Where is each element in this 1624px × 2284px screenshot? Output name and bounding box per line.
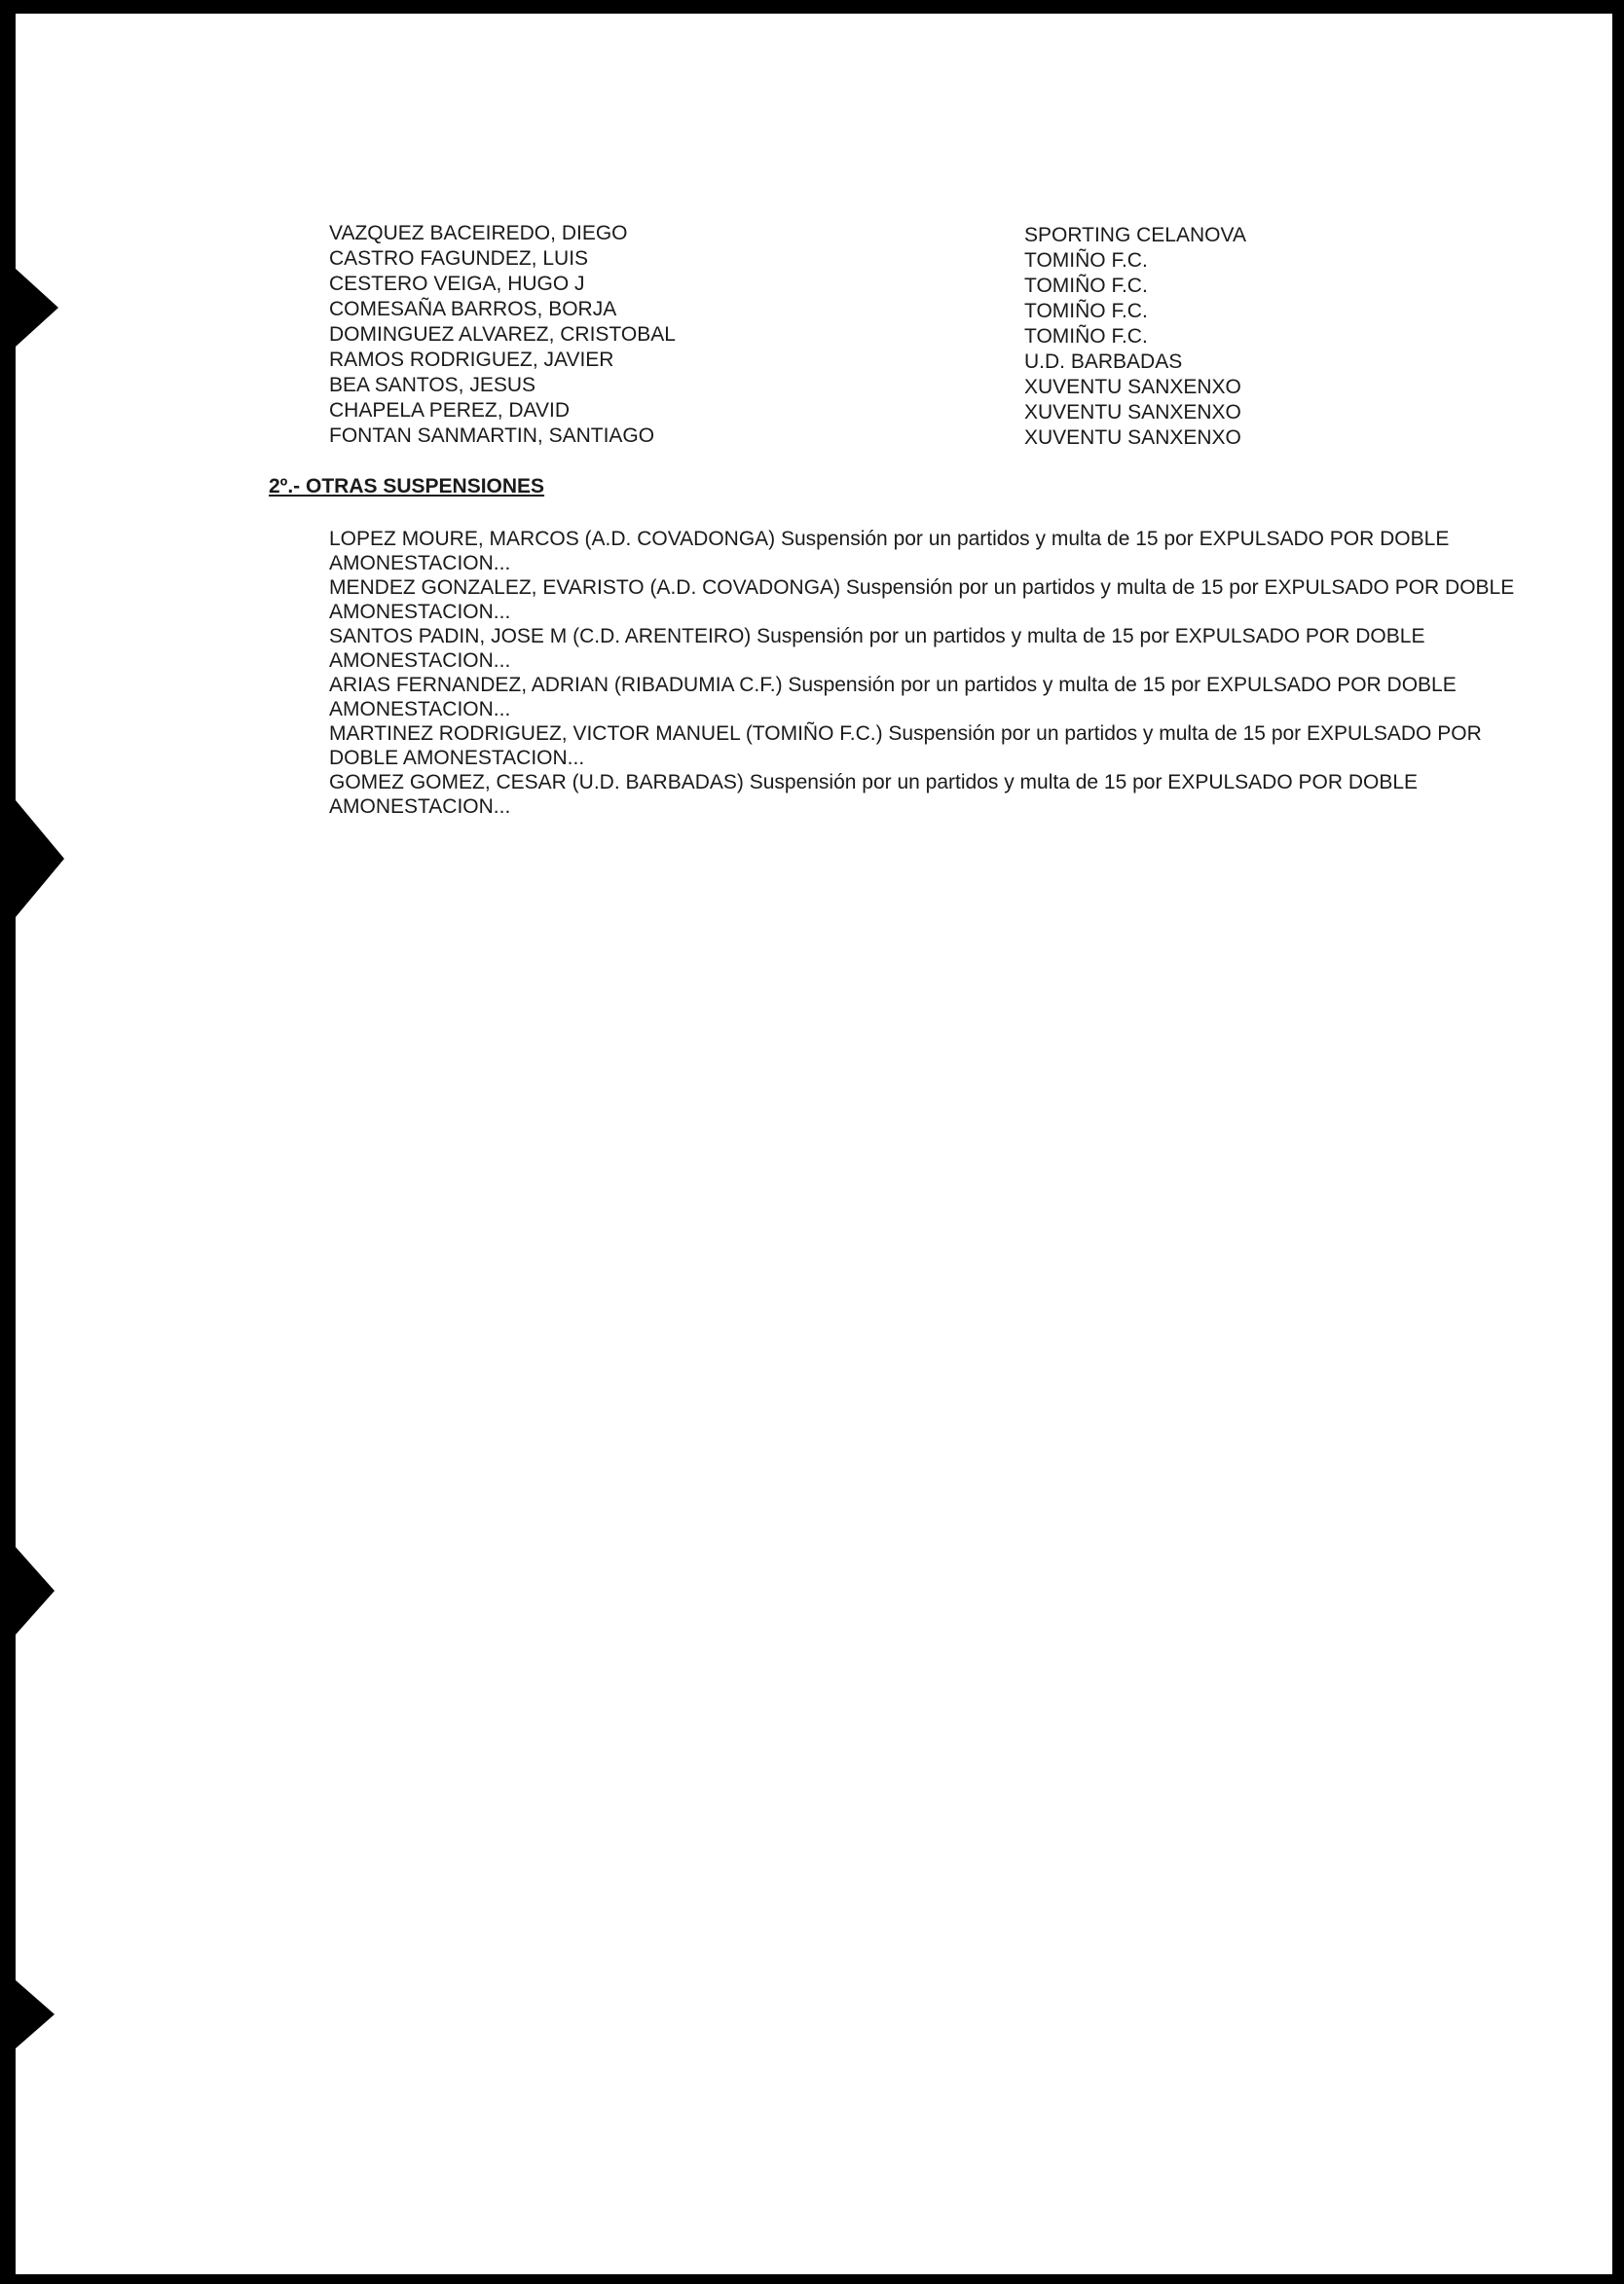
other-suspensions-list	[329, 527, 1519, 819]
player-name: RAMOS RODRIGUEZ, JAVIER	[329, 349, 614, 371]
sanction-entry: GOMEZ GOMEZ, CESAR (U.D. BARBADAS) Suspensión por un partidos y multa de 15 por EXPULSADO POR DOBLE AMONESTACION...	[329, 771, 1419, 818]
list-item	[329, 373, 1303, 398]
sanction-entry: MENDEZ GONZALEZ, EVARISTO (A.D. COVADONGA) Suspensión por un partidos y multa de 15 por EXPULSADO POR DOBLE AMONESTACION...	[329, 576, 1515, 623]
list-item	[329, 246, 1303, 272]
sanction-entry: ARIAS FERNANDEZ, ADRIAN (RIBADUMIA C.F.) Suspensión por un partidos y multa de 15 por EXPULSADO POR DOBLE AMONESTACION...	[329, 674, 1457, 720]
sanction-entry: SANTOS PADIN, JOSE M (C.D. ARENTEIRO) Suspensión por un partidos y multa de 15 por EXPULSADO POR DOBLE AMONESTACION...	[329, 625, 1425, 672]
list-item	[329, 221, 1303, 246]
list-item	[329, 424, 1303, 449]
club-name: XUVENTU SANXENXO	[1024, 376, 1241, 398]
sanction-entry: LOPEZ MOURE, MARCOS (A.D. COVADONGA) Suspensión por un partidos y multa de 15 por EXPULSADO POR DOBLE AMONESTACION...	[329, 528, 1450, 574]
scan-edge-tear	[16, 269, 58, 347]
player-name: COMESAÑA BARROS, BORJA	[329, 298, 617, 320]
club-name: SPORTING CELANOVA	[1024, 224, 1246, 246]
list-item	[329, 322, 1303, 348]
club-name: XUVENTU SANXENXO	[1024, 426, 1241, 449]
sanction-entry: MARTINEZ RODRIGUEZ, VICTOR MANUEL (TOMIÑO F.C.) Suspensión por un partidos y multa de 15 por EXPULSADO POR DOBLE AMONESTACION...	[329, 722, 1482, 769]
player-name: DOMINGUEZ ALVAREZ, CRISTOBAL	[329, 323, 676, 346]
club-name: U.D. BARBADAS	[1024, 350, 1183, 373]
scan-edge-tear	[16, 1547, 55, 1635]
club-name: TOMIÑO F.C.	[1024, 275, 1148, 297]
list-item	[329, 348, 1303, 373]
suspended-players-list	[329, 221, 1303, 449]
list-item	[329, 272, 1303, 297]
player-name: CASTRO FAGUNDEZ, LUIS	[329, 247, 589, 270]
section-heading: 2º.- OTRAS SUSPENSIONES	[269, 475, 545, 497]
list-item	[329, 297, 1303, 322]
player-name: BEA SANTOS, JESUS	[329, 374, 536, 396]
club-name: TOMIÑO F.C.	[1024, 325, 1148, 348]
player-name: CESTERO VEIGA, HUGO J	[329, 273, 585, 295]
club-name: TOMIÑO F.C.	[1024, 300, 1148, 322]
list-item	[329, 398, 1303, 424]
player-name: CHAPELA PEREZ, DAVID	[329, 399, 571, 422]
player-name: FONTAN SANMARTIN, SANTIAGO	[329, 424, 655, 447]
club-name: TOMIÑO F.C.	[1024, 249, 1148, 272]
scan-edge-tear	[16, 800, 64, 917]
player-name: VAZQUEZ BACEIREDO, DIEGO	[329, 222, 628, 244]
club-name: XUVENTU SANXENXO	[1024, 401, 1241, 424]
scan-edge-tear	[16, 1980, 55, 2048]
